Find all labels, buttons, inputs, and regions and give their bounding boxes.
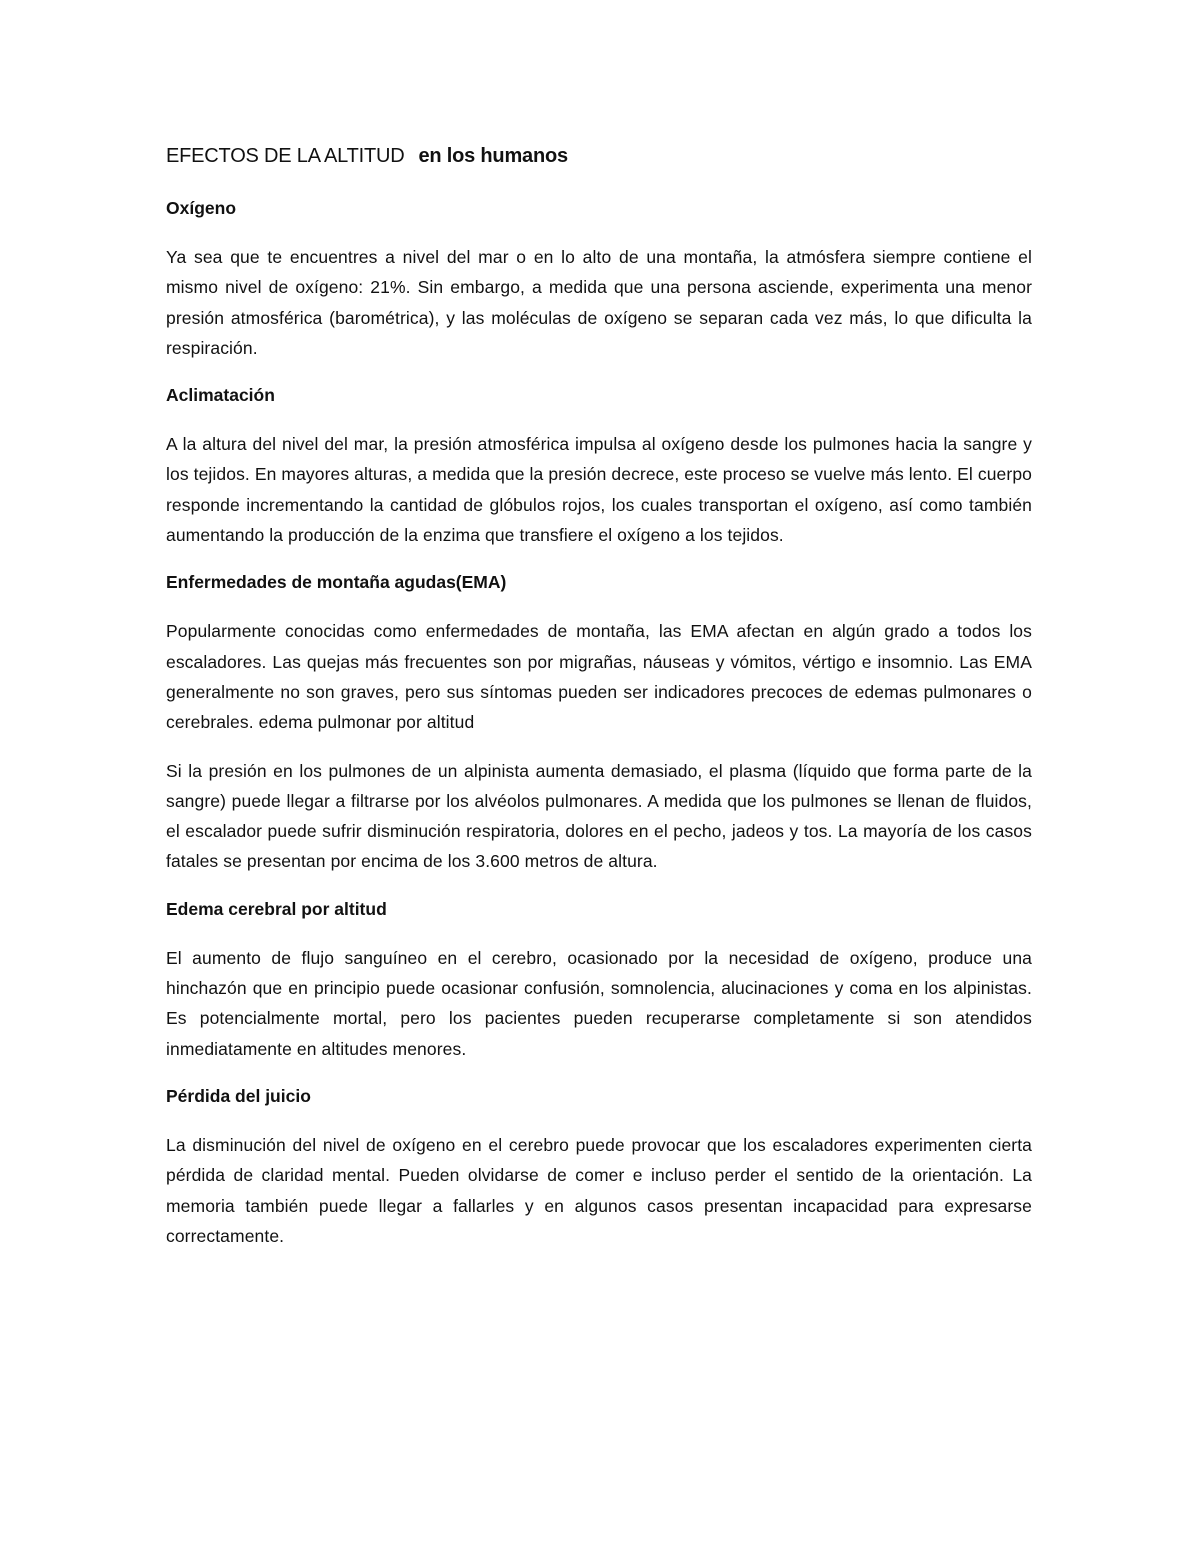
document-title <box>166 140 1032 172</box>
section-heading-aclimatacion: Aclimatación <box>166 385 275 406</box>
title-subtitle: en los humanos <box>418 145 568 167</box>
section-heading-edema-cerebral: Edema cerebral por altitud <box>166 898 387 919</box>
paragraph-oxigeno: Ya sea que te encuentres a nivel del mar o en lo alto de una montaña, la atmósfera siempre contiene el mismo nivel de oxígeno: 21%. Sin embargo, a medida que una persona asciende, experimenta una menor presión atmosférica (barométrica), y las moléculas de oxígeno se separan cada vez más, lo que dificulta la respiración. <box>166 247 1032 358</box>
section-heading-ema: Enfermedades de montaña agudas(EMA) <box>166 572 507 593</box>
document-page <box>166 140 1032 1269</box>
paragraph-aclimatacion: A la altura del nivel del mar, la presión atmosférica impulsa al oxígeno desde los pulmones hacia la sangre y los tejidos. En mayores alturas, a medida que la presión decrece, este proceso se vuelve más lento. El cuerpo responde incrementando la cantidad de glóbulos rojos, los cuales transportan el oxígeno, así como también aumentando la producción de la enzima que transfiere el oxígeno a los tejidos. <box>166 434 1032 546</box>
paragraph-edema-cerebral: El aumento de flujo sanguíneo en el cerebro, ocasionado por la necesidad de oxígeno, produce una hinchazón que en principio puede ocasionar confusión, somnolencia, alucinaciones y coma en los alpinistas. Es potencialmente mortal, pero los pacientes pueden recuperarse completamente si son atendidos inmediatamente en altitudes menores. <box>166 947 1032 1059</box>
paragraph-perdida-juicio: La disminución del nivel de oxígeno en el cerebro puede provocar que los escaladores experimenten cierta pérdida de claridad mental. Pueden olvidarse de comer e incluso perder el sentido de la orientación. La memoria también puede llegar a fallarles y en algunos casos presentan incapacidad para expresarse correctamente. <box>166 1134 1032 1246</box>
section-heading-perdida-juicio: Pérdida del juicio <box>166 1085 311 1106</box>
section-heading-oxigeno: Oxígeno <box>166 198 237 218</box>
paragraph-ema-2: Si la presión en los pulmones de un alpinista aumenta demasiado, el plasma (líquido que forma parte de la sangre) puede llegar a filtrarse por los alvéolos pulmonares. A medida que los pulmones se llenan de fluidos, el escalador puede sufrir disminución respiratoria, dolores en el pecho, jadeos y tos. La mayoría de los casos fatales se presentan por encima de los 3.600 metros de altura. <box>166 760 1032 872</box>
paragraph-ema-1: Popularmente conocidas como enfermedades de montaña, las EMA afectan en algún grado a todos los escaladores. Las quejas más frecuentes son por migrañas, náuseas y vómitos, vértigo e insomnio. Las EMA generalmente no son graves, pero sus síntomas pueden ser indicadores precoces de edemas pulmonares o cerebrales. edema pulmonar por altitud <box>166 621 1032 733</box>
title-main: EFECTOS DE LA ALTITUD <box>166 145 405 167</box>
